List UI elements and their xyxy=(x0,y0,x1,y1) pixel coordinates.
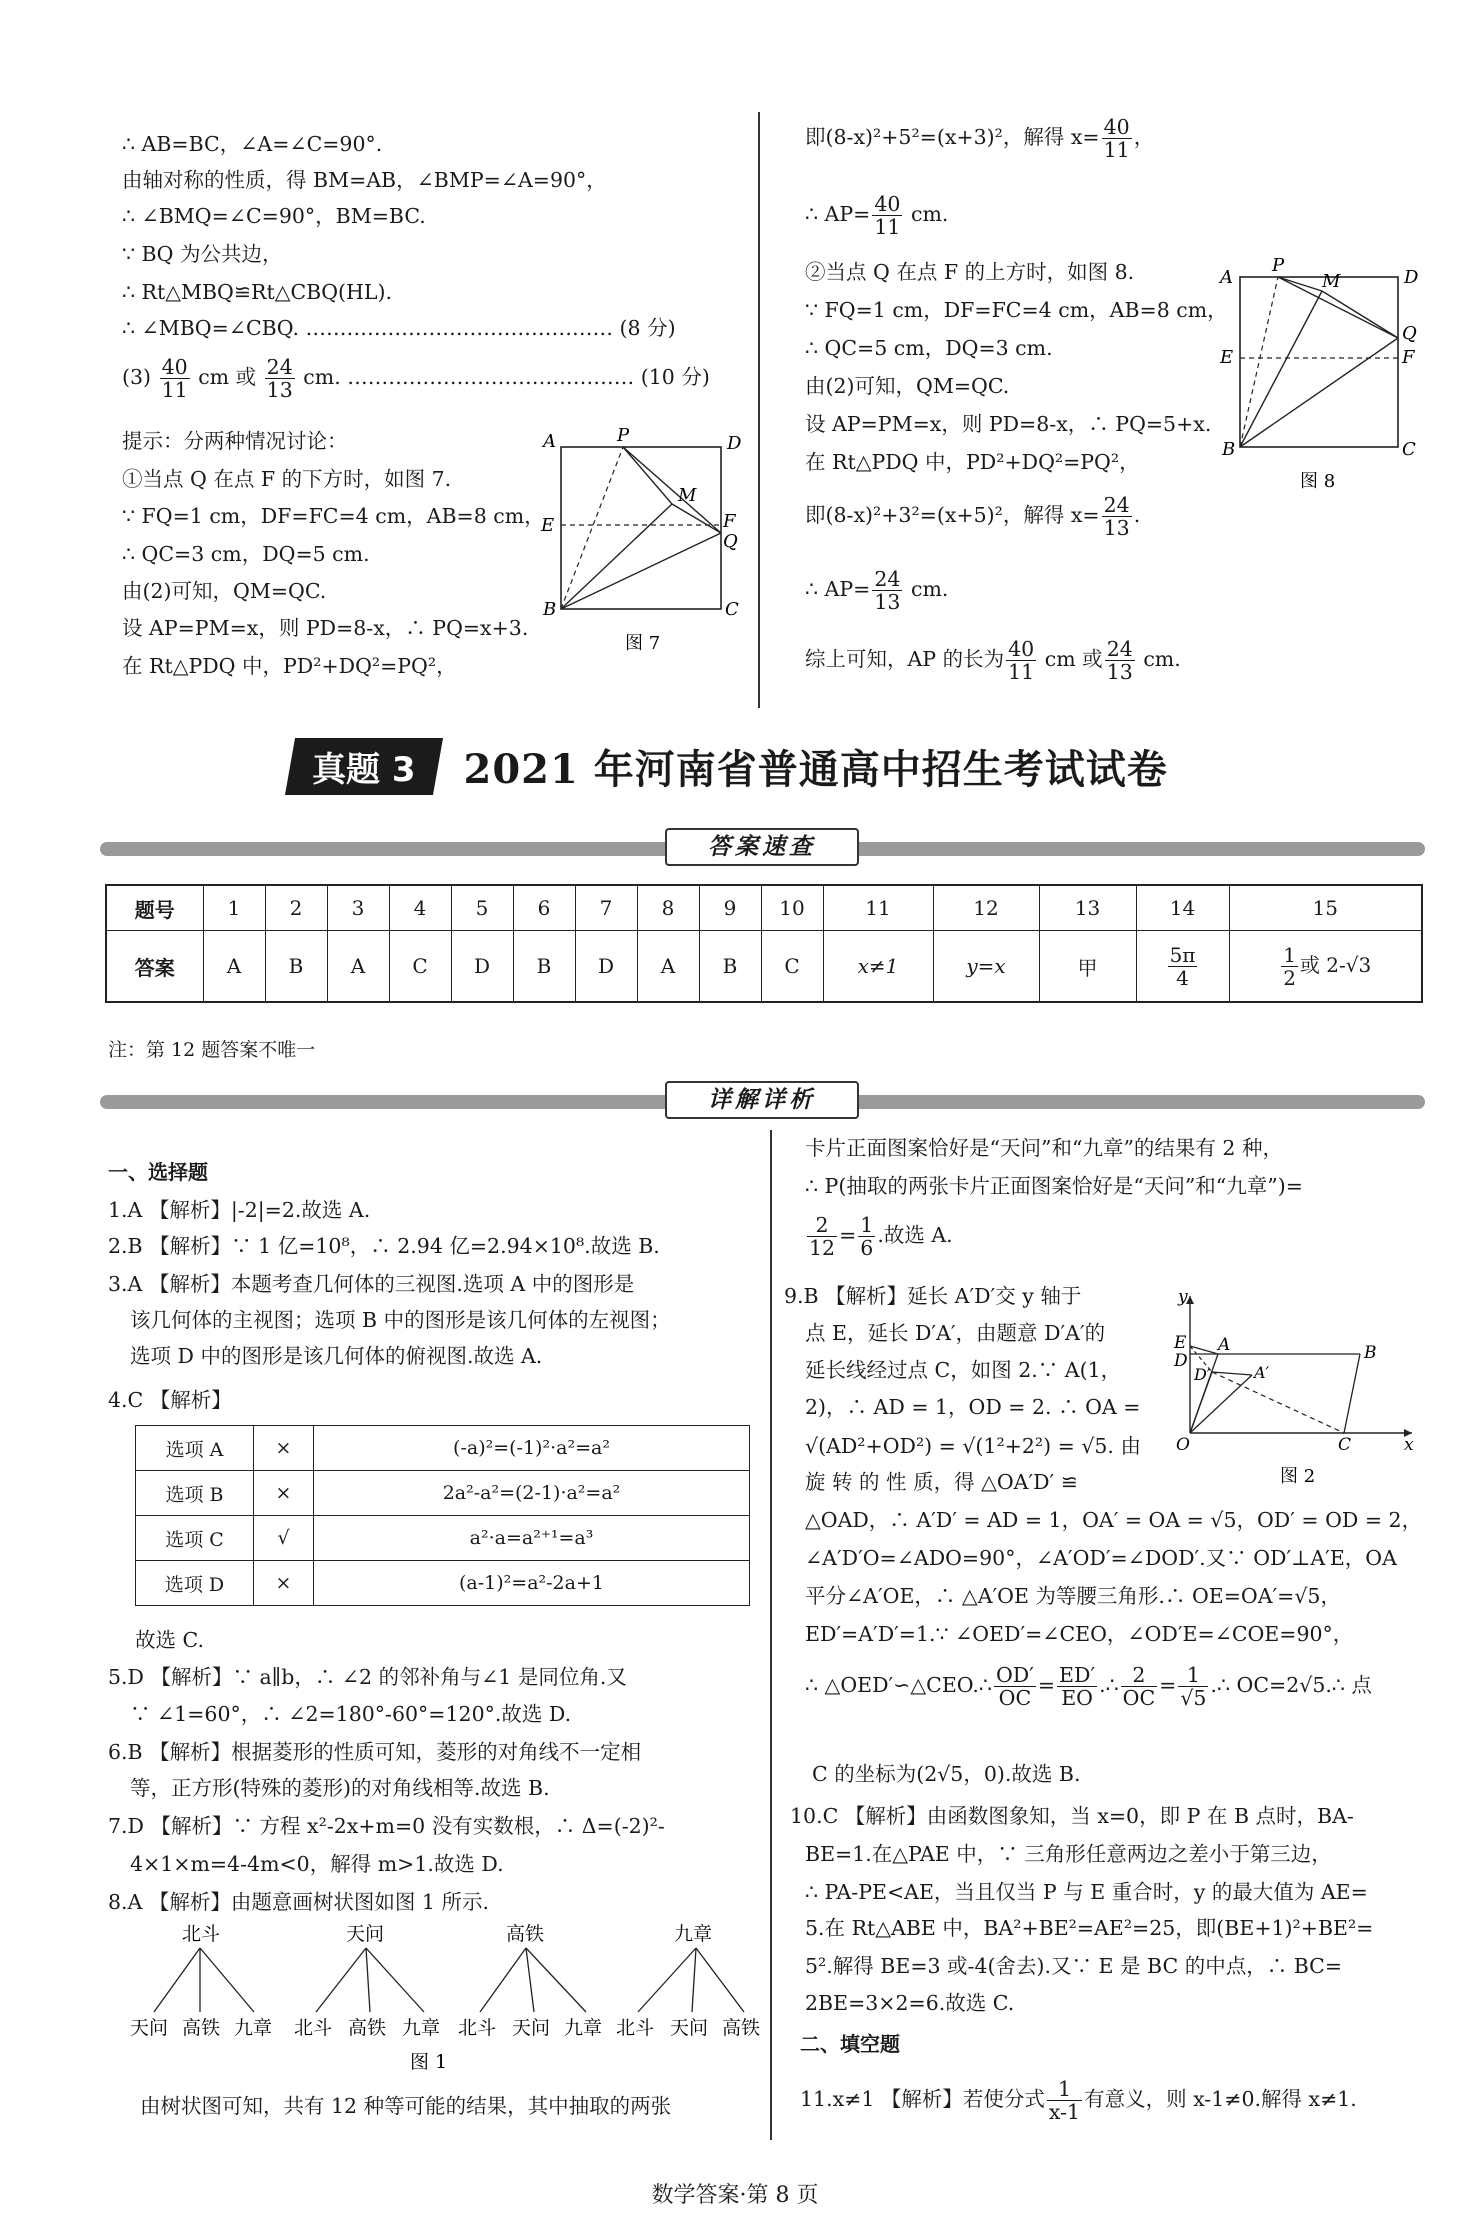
frac-ed-eo: $\frac{ED'}{EO}$ xyxy=(1059,1663,1096,1710)
frac-24-13: $\frac{24}{13}$ xyxy=(874,567,901,614)
tr-line-11-suffix: cm. xyxy=(1143,647,1181,671)
qnum-cell: 8 xyxy=(637,885,699,931)
tl-line-14: 在 Rt△PDQ 中，PD²+DQ²=PQ²， xyxy=(122,654,457,678)
tl-line-3: ∴ ∠BMQ=∠C=90°，BM=BC. xyxy=(122,204,426,228)
equals-sign: = xyxy=(1037,1673,1056,1697)
answer-cell-15: $\frac{1}{2}$ 或 2-√3 xyxy=(1229,931,1422,1003)
fig2-label-o: O xyxy=(1176,1435,1190,1455)
answer-q6-b: 等，正方形(特殊的菱形)的对角线相等.故选 B. xyxy=(130,1776,550,1800)
answer-cell: 甲 xyxy=(1039,931,1136,1003)
tl-line-8: 提示：分两种情况讨论： xyxy=(122,429,348,453)
answer-q2: 2.B 【解析】∵ 1 亿=10⁸，∴ 2.94 亿=2.94×10⁸.故选 B. xyxy=(108,1234,660,1258)
answer-q9-d: 2)，∴ AD = 1，OD = 2. ∴ OA = xyxy=(805,1395,1141,1419)
fig2-label-x: x xyxy=(1404,1435,1414,1455)
answer-table xyxy=(105,884,1423,1003)
tr-line-9-prefix: 即(8-x)²+3²=(x+5)²，解得 x= xyxy=(805,503,1100,527)
qnum-cell: 3 xyxy=(327,885,389,931)
answer-q9-i: 平分∠A′OE，∴ △A′OE 为等腰三角形.∴ OE=OA′=√5， xyxy=(805,1584,1341,1608)
answer-q9-a: 9.B 【解析】延长 A′D′交 y 轴于 xyxy=(784,1284,1082,1308)
tree-leaf: 北斗 xyxy=(616,2017,655,2039)
answer-q9-f: 旋 转 的 性 质，得 △OA′D′ ≌ xyxy=(805,1470,1078,1494)
tr-line-11-mid: cm 或 xyxy=(1044,647,1103,671)
frac-1-sqrt5: $\frac{1}{√5}$ xyxy=(1180,1663,1207,1710)
tl-line-13: 设 AP=PM=x，则 PD=8-x，∴ PQ=x+3. xyxy=(122,616,529,640)
tl-line-9: ①当点 Q 在点 F 的下方时，如图 7. xyxy=(122,467,452,491)
tr-line-6: 由(2)可知，QM=QC. xyxy=(805,374,1010,398)
answer-cell: C xyxy=(389,931,451,1003)
answer-q11 xyxy=(800,2078,1357,2123)
tree-leaf: 九章 xyxy=(402,2017,441,2039)
qnum-cell: 4 xyxy=(389,885,451,931)
fig2-label-c: C xyxy=(1338,1435,1352,1455)
tr-line-1-suffix: ， xyxy=(1133,125,1155,149)
section-heading: 2021 年河南省普通高中招生考试试卷 xyxy=(463,745,1168,793)
fig1-caption: 图 1 xyxy=(410,2051,448,2073)
answer-q4-end: 故选 C. xyxy=(135,1628,204,1652)
answer-q10-e: 5².解得 BE=3 或-4(舍去).又∵ E 是 BC 的中点，∴ BC= xyxy=(805,1954,1343,1978)
option-table xyxy=(135,1425,750,1606)
fig2-label-d-prime: D′ xyxy=(1194,1365,1211,1384)
option-expr: (a-1)²=a²-2a+1 xyxy=(314,1561,750,1606)
answer-cell-14: $\frac{5\pi}{4}$ xyxy=(1136,931,1229,1003)
tr-line-9 xyxy=(805,494,1140,539)
fig2-label-b: B xyxy=(1364,1343,1377,1363)
fig7-caption: 图 7 xyxy=(625,633,661,654)
fig8-label-c: C xyxy=(1402,439,1416,460)
qnum-cell: 13 xyxy=(1039,885,1136,931)
cross-icon: × xyxy=(254,1561,314,1606)
fig8-label-f: F xyxy=(1402,347,1415,368)
cross-icon: × xyxy=(254,1426,314,1471)
tree-leaf: 天问 xyxy=(670,2017,709,2039)
figure-2 xyxy=(1160,1288,1425,1488)
tree-leaf: 北斗 xyxy=(294,2017,333,2039)
fig7-label-b: B xyxy=(543,599,557,620)
page-footer: 数学答案·第 8 页 xyxy=(651,2183,819,2208)
answer-q9-g: △OAD，∴ A′D′ = AD = 1，OA′ = OA = √5，OD′ = OD = 2， xyxy=(805,1508,1423,1532)
answer-q7-b: 4×1×m=4-4m<0，解得 m>1.故选 D. xyxy=(130,1852,504,1876)
fig8-label-a: A xyxy=(1220,267,1233,288)
fig8-label-d: D xyxy=(1404,267,1419,288)
answer-q3-b: 该几何体的主视图；选项 B 中的图形是该几何体的左视图； xyxy=(130,1308,671,1332)
frac-40-11: $\frac{40}{11}$ xyxy=(1103,115,1130,162)
tr-line-4: ∵ FQ=1 cm，DF=FC=4 cm，AB=8 cm， xyxy=(805,298,1228,322)
tr-line-11-prefix: 综上可知，AP 的长为 xyxy=(805,647,1005,671)
answer-q9-k xyxy=(805,1664,1372,1709)
column-divider-top xyxy=(758,112,760,708)
tr-line-2-prefix: ∴ AP= xyxy=(805,202,871,226)
answer-cell: A xyxy=(637,931,699,1003)
tl-line-6: ∴ ∠MBQ=∠CBQ. ……………………………………… (8 分) xyxy=(122,316,676,340)
option-expr: (-a)²=(-1)²·a²=a² xyxy=(314,1426,750,1471)
frac-40-11: $\frac{40}{11}$ xyxy=(874,192,901,239)
fig8-label-e: E xyxy=(1220,347,1234,368)
cross-icon: × xyxy=(254,1471,314,1516)
frac-2-oc: $\frac{2}{OC}$ xyxy=(1122,1663,1156,1710)
equals-sign: = xyxy=(839,1223,857,1247)
tr-line-2-suffix: cm. xyxy=(910,202,949,226)
tl-line-4: ∵ BQ 为公共边， xyxy=(122,242,283,266)
answer-cell: D xyxy=(451,931,513,1003)
tree-leaf: 高铁 xyxy=(722,2017,761,2039)
answer-q10-a: 10.C 【解析】由函数图象知，当 x=0，即 P 在 B 点时，BA- xyxy=(790,1804,1354,1828)
fig2-caption: 图 2 xyxy=(1280,1466,1316,1487)
fig7-label-a: A xyxy=(543,431,556,452)
fig2-label-y: y xyxy=(1178,1288,1188,1307)
option-label: 选项 B xyxy=(136,1471,254,1516)
tree-leaf: 高铁 xyxy=(348,2017,387,2039)
banner-detail xyxy=(100,1085,1425,1113)
answer-q1: 1.A 【解析】|-2|=2.故选 A. xyxy=(108,1198,371,1222)
tr-line-1-prefix: 即(8-x)²+5²=(x+3)²，解得 x= xyxy=(805,125,1100,149)
tl-line-7-mid: cm 或 xyxy=(198,365,257,389)
frac-40-11: $\frac{40}{11}$ xyxy=(161,355,188,402)
answer-note: 注：第 12 题答案不唯一 xyxy=(108,1039,316,1061)
tr-line-10-prefix: ∴ AP= xyxy=(805,577,871,601)
fig8-label-q: Q xyxy=(1402,323,1417,344)
qnum-cell: 9 xyxy=(699,885,761,931)
column-divider-bottom xyxy=(770,1130,772,2140)
option-label: 选项 C xyxy=(136,1516,254,1561)
part3-label: (3) xyxy=(122,365,152,389)
answer-q9-b: 点 E，延长 D′A′，由题意 D′A′的 xyxy=(805,1321,1106,1345)
qnum-cell: 7 xyxy=(575,885,637,931)
frac-40-11: $\frac{40}{11}$ xyxy=(1008,637,1035,684)
qnum-cell: 2 xyxy=(265,885,327,931)
tr-line-5: ∴ QC=5 cm，DQ=3 cm. xyxy=(805,336,1053,360)
answer-cell: B xyxy=(265,931,327,1003)
answer-q6-a: 6.B 【解析】根据菱形的性质可知，菱形的对角线不一定相 xyxy=(108,1740,642,1764)
option-expr: a²·a=a²⁺¹=a³ xyxy=(314,1516,750,1561)
option-expr: 2a²-a²=(2-1)·a²=a² xyxy=(314,1471,750,1516)
banner-answer-quick-label: 答案速查 xyxy=(665,828,859,866)
tr-line-9-suffix: . xyxy=(1133,503,1141,527)
answer-q7-a: 7.D 【解析】∵ 方程 x²-2x+m=0 没有实数根，∴ Δ=(-2)²- xyxy=(108,1814,665,1838)
tl-line-11: ∴ QC=3 cm，DQ=5 cm. xyxy=(122,542,370,566)
tr-line-11 xyxy=(805,638,1181,683)
answer-cell: A xyxy=(203,931,265,1003)
q11-suffix: 有意义，则 x-1≠0.解得 x≠1. xyxy=(1084,2087,1357,2111)
tl-line-7 xyxy=(122,356,710,401)
answer-q8: 8.A 【解析】由题意画树状图如图 1 所示. xyxy=(108,1890,489,1914)
frac-2-12: $\frac{2}{12}$ xyxy=(809,1213,836,1260)
tl-line-2: 由轴对称的性质，得 BM=AB，∠BMP=∠A=90°， xyxy=(122,168,607,192)
fig7-label-p: P xyxy=(617,425,630,446)
frac-1-6: $\frac{1}{6}$ xyxy=(860,1213,874,1260)
check-icon: √ xyxy=(254,1516,314,1561)
answer-cell: B xyxy=(699,931,761,1003)
answer-cell: y=x xyxy=(933,931,1039,1003)
fig2-label-a: A xyxy=(1218,1335,1231,1355)
equals-sign: = xyxy=(1159,1673,1177,1697)
tr-line-8: 在 Rt△PDQ 中，PD²+DQ²=PQ²， xyxy=(805,450,1140,474)
answer-q9-l: C 的坐标为(2√5，0).故选 B. xyxy=(812,1762,1081,1786)
fig2-label-e: E xyxy=(1174,1333,1187,1353)
qnum-cell: 11 xyxy=(823,885,933,931)
tree-leaf: 高铁 xyxy=(182,2017,221,2039)
answer-q9-c: 延长线经过点 C，如图 2.∵ A(1， xyxy=(805,1358,1122,1382)
frac-24-13: $\frac{24}{13}$ xyxy=(1103,493,1130,540)
qnum-cell: 12 xyxy=(933,885,1039,931)
fig2-label-d: D xyxy=(1174,1351,1188,1371)
qnum-cell: 5 xyxy=(451,885,513,931)
fig7-label-d: D xyxy=(727,433,742,454)
answer-cell: B xyxy=(513,931,575,1003)
tl-line-5: ∴ Rt△MBQ≌Rt△CBQ(HL). xyxy=(122,280,393,304)
answer-q4: 4.C 【解析】 xyxy=(108,1388,232,1412)
answer-q3-c: 选项 D 中的图形是该几何体的俯视图.故选 A. xyxy=(130,1344,543,1368)
tr-line-10-suffix: cm. xyxy=(910,577,949,601)
fig8-label-b: B xyxy=(1222,439,1236,460)
rc-line-3-suffix: .故选 A. xyxy=(877,1223,953,1247)
answer-q9-j: ED′=A′D′=1.∵ ∠OED′=∠CEO，∠OD′E=∠COE=90°， xyxy=(805,1622,1354,1646)
fig7-label-e: E xyxy=(541,515,555,536)
fig7-label-c: C xyxy=(725,599,739,620)
q9k-prefix: ∴ △OED′∽△CEO.∴ xyxy=(805,1673,992,1697)
q9k-suffix: .∴ OC=2√5.∴ 点 xyxy=(1210,1673,1372,1697)
rc-line-3 xyxy=(805,1214,953,1259)
option-label: 选项 D xyxy=(136,1561,254,1606)
option-label: 选项 A xyxy=(136,1426,254,1471)
heading-fill-blank: 二、填空题 xyxy=(800,2032,900,2056)
tree-top-jiuzhang: 九章 xyxy=(674,1923,713,1945)
tr-line-2 xyxy=(805,193,948,238)
answer-table-row-label: 答案 xyxy=(106,931,203,1003)
fig8-label-m: M xyxy=(1322,271,1341,292)
answer-q5-b: ∵ ∠1=60°，∴ ∠2=180°-60°=120°.故选 D. xyxy=(130,1702,572,1726)
fig7-label-m: M xyxy=(678,485,697,506)
fig7-label-q: Q xyxy=(723,531,738,552)
answer-table-header-label: 题号 xyxy=(106,885,203,931)
frac-24-13: $\frac{24}{13}$ xyxy=(1106,637,1133,684)
fig7-label-f: F xyxy=(723,511,736,532)
tl-line-10: ∵ FQ=1 cm，DF=FC=4 cm，AB=8 cm， xyxy=(122,504,545,528)
section-badge: 真题 3 xyxy=(285,738,443,795)
answer-q10-c: ∴ PA-PE<AE，当且仅当 P 与 E 重合时，y 的最大值为 AE= xyxy=(805,1880,1368,1904)
q9k-mid: .∴ xyxy=(1099,1673,1119,1697)
answer-q9-e: √(AD²+OD²) = √(1²+2²) = √5. 由 xyxy=(805,1434,1141,1458)
answer-q3-a: 3.A 【解析】本题考查几何体的三视图.选项 A 中的图形是 xyxy=(108,1272,635,1296)
q11-prefix: 11.x≠1 【解析】若使分式 xyxy=(800,2087,1045,2111)
answer-cell: C xyxy=(761,931,823,1003)
tree-leaf: 九章 xyxy=(234,2017,273,2039)
tree-top-tianwen: 天问 xyxy=(346,1923,385,1945)
banner-detail-label: 详解详析 xyxy=(665,1081,859,1119)
answer-q10-b: BE=1.在△PAE 中，∵ 三角形任意两边之差小于第三边， xyxy=(805,1842,1332,1866)
answer-q10-f: 2BE=3×2=6.故选 C. xyxy=(805,1991,1015,2015)
tree-diagram xyxy=(118,1918,768,2078)
section-title xyxy=(290,738,1168,794)
answer-q9-h: ∠A′D′O=∠ADO=90°，∠A′OD′=∠DOD′.又∵ OD′⊥A′E，OA xyxy=(805,1546,1397,1570)
figure-8 xyxy=(1210,255,1430,500)
tl-line-7-suffix: cm. …………………………………… (10 分) xyxy=(303,365,710,389)
tree-leaf: 九章 xyxy=(564,2017,603,2039)
answer-cell: x≠1 xyxy=(823,931,933,1003)
answer-cell: D xyxy=(575,931,637,1003)
rc-line-2: ∴ P(抽取的两张卡片正面图案恰好是“天问”和“九章”)= xyxy=(805,1174,1303,1198)
tree-leaf: 天问 xyxy=(512,2017,551,2039)
qnum-cell: 6 xyxy=(513,885,575,931)
frac-od-oc: $\frac{OD'}{OC}$ xyxy=(995,1663,1034,1710)
answer-q10-d: 5.在 Rt△ABE 中，BA²+BE²=AE²=25，即(BE+1)²+BE²= xyxy=(805,1916,1374,1940)
qnum-cell: 14 xyxy=(1136,885,1229,931)
fig8-label-p: P xyxy=(1272,255,1285,276)
heading-choice: 一、选择题 xyxy=(108,1160,208,1184)
rc-line-1: 卡片正面图案恰好是“天问”和“九章”的结果有 2 种， xyxy=(805,1136,1283,1160)
banner-answer-quick xyxy=(100,832,1425,860)
tree-top-gaotie: 高铁 xyxy=(506,1923,545,1945)
tree-leaf: 天问 xyxy=(130,2017,169,2039)
qnum-cell: 10 xyxy=(761,885,823,931)
answer-cell: A xyxy=(327,931,389,1003)
tr-line-1 xyxy=(805,116,1154,161)
tree-leaf: 北斗 xyxy=(458,2017,497,2039)
tr-line-10 xyxy=(805,568,948,613)
frac-24-13: $\frac{24}{13}$ xyxy=(266,355,293,402)
fig2-label-a-prime: A′ xyxy=(1254,1363,1270,1382)
fig8-caption: 图 8 xyxy=(1300,471,1336,492)
answer-q5-a: 5.D 【解析】∵ a∥b，∴ ∠2 的邻补角与∠1 是同位角.又 xyxy=(108,1665,627,1689)
answer-q8-end: 由树状图可知，共有 12 种等可能的结果，其中抽取的两张 xyxy=(140,2094,672,2118)
figure-7 xyxy=(535,425,745,660)
qnum-cell: 15 xyxy=(1229,885,1422,931)
tree-top-beidou: 北斗 xyxy=(182,1923,221,1945)
tl-line-12: 由(2)可知，QM=QC. xyxy=(122,579,327,603)
frac-1-x-1: $\frac{1}{x-1}$ xyxy=(1048,2077,1081,2124)
tr-line-7: 设 AP=PM=x，则 PD=8-x，∴ PQ=5+x. xyxy=(805,412,1212,436)
tl-line-1: ∴ AB=BC，∠A=∠C=90°. xyxy=(122,132,383,156)
qnum-cell: 1 xyxy=(203,885,265,931)
tr-line-3: ②当点 Q 在点 F 的上方时，如图 8. xyxy=(805,260,1135,284)
